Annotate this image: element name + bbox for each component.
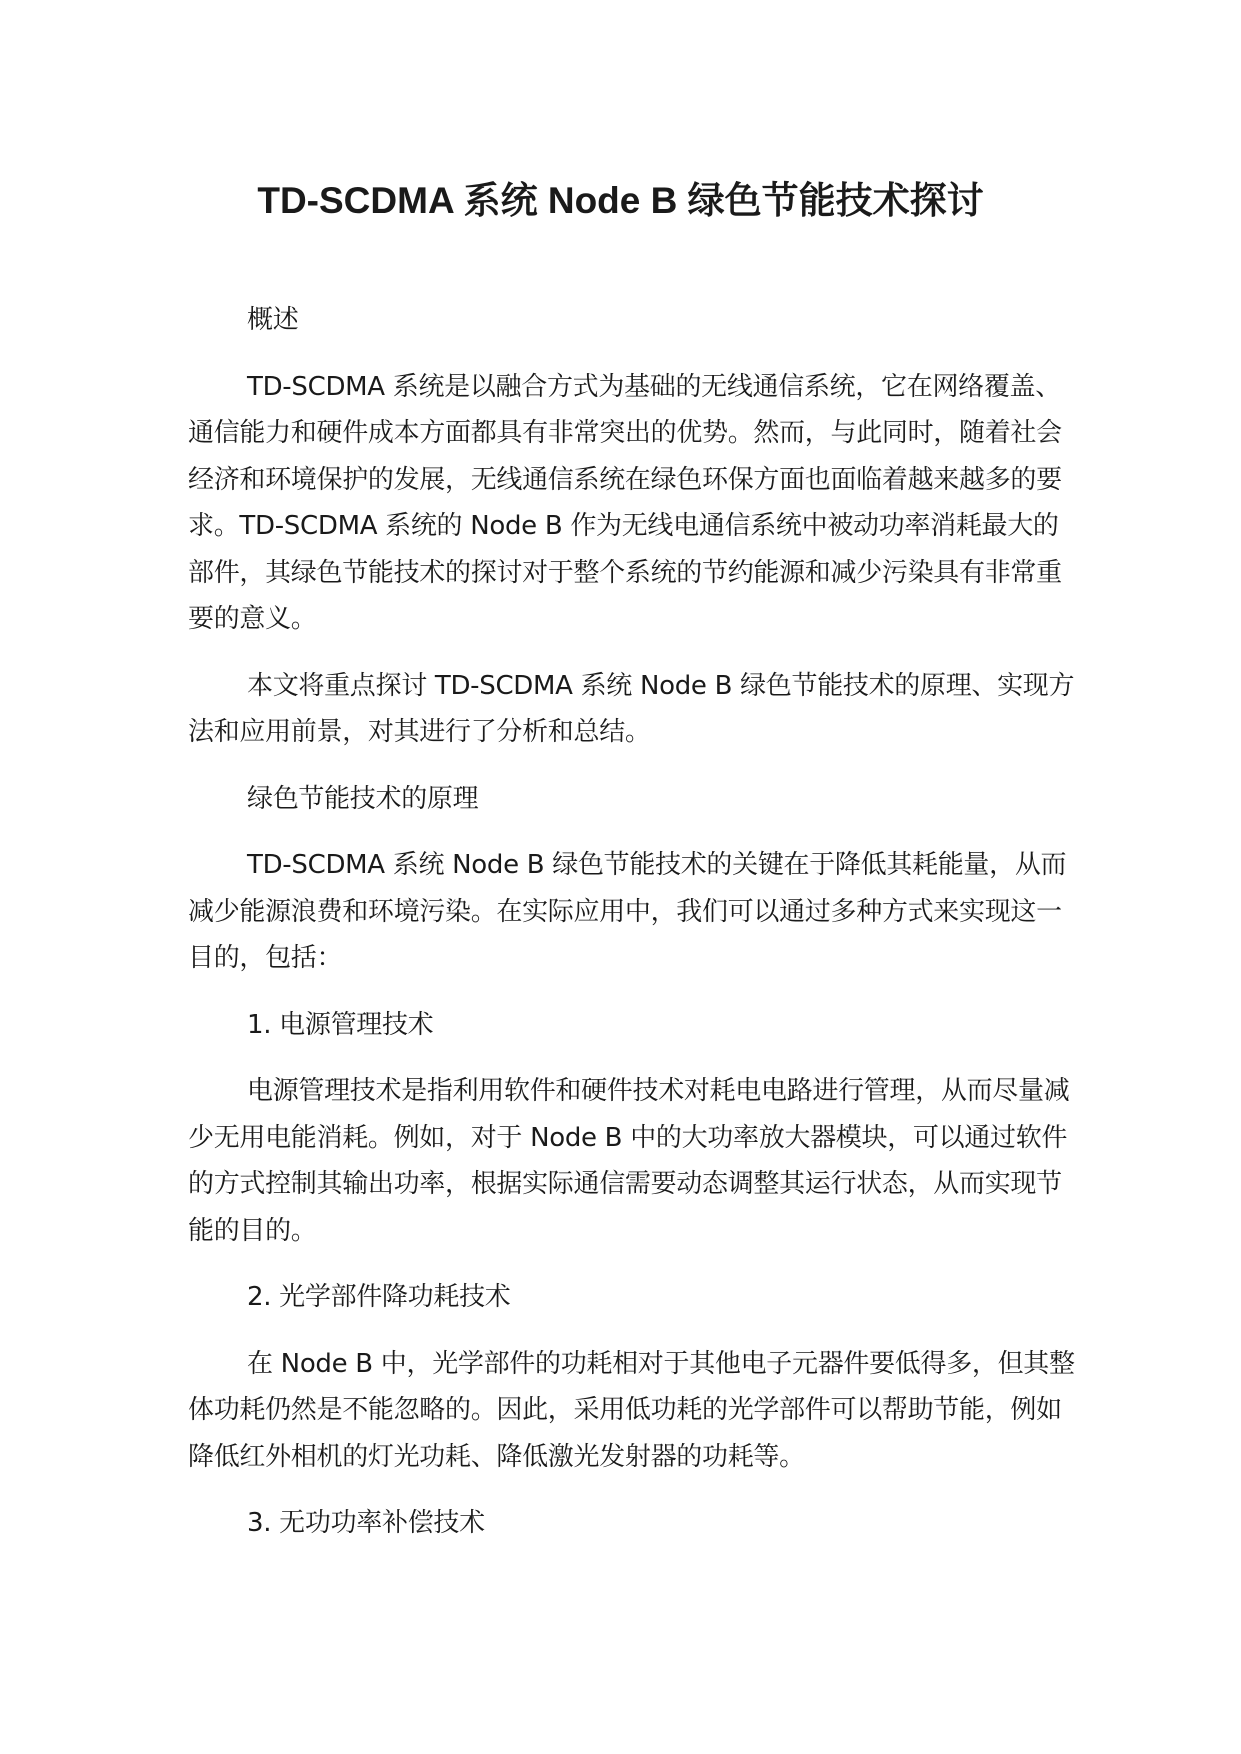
item-heading-power-management: 1. 电源管理技术: [247, 1009, 434, 1040]
paragraph-intro: TD-SCDMA 系统是以融合方式为基础的无线通信系统，它在网络覆盖、通信能力和硬件成本方面都具有非常突出的优势。然而，与此同时，随着社会经济和环境保护的发展，无线通信系统在绿色环保方面也面临着越来越多的要求。TD-SCDMA 系统的 Node B 作为无线电通信系统中被动功率消耗最大的部件，其绿色节能技术的探讨对于整个系统的节约能源和减少污染具有非常重要的意义。: [188, 371, 1062, 634]
paragraph-optical: 在 Node B 中，光学部件的功耗相对于其他电子元器件要低得多，但其整体功耗仍然是不能忽略的。因此，采用低功耗的光学部件可以帮助节能，例如降低红外相机的灯光功耗、降低激光发射器的功耗等。: [188, 1348, 1075, 1472]
item-heading-optical: 2. 光学部件降功耗技术: [247, 1282, 511, 1312]
document-title: TD-SCDMA 系统 Node B 绿色节能技术探讨: [257, 180, 984, 221]
paragraph-principle: TD-SCDMA 系统 Node B 绿色节能技术的关键在于降低其耗能量，从而减少能源浪费和环境污染。在实际应用中，我们可以通过多种方式来实现这一目的，包括：: [188, 850, 1067, 973]
document-body: [188, 297, 1080, 1567]
paragraph-scope: 本文将重点探讨 TD-SCDMA 系统 Node B 绿色节能技术的原理、实现方法和应用前景，对其进行了分析和总结。: [188, 670, 1075, 747]
item-heading-reactive-power: 3. 无功功率补偿技术: [247, 1508, 485, 1538]
section-heading-overview: 概述: [247, 305, 299, 335]
paragraph-power-management: 电源管理技术是指利用软件和硬件技术对耗电电路进行管理，从而尽量减少无用电能消耗。例如，对于 Node B 中的大功率放大器模块，可以通过软件的方式控制其输出功率，根据实际通信需要动态调整其运行状态，从而实现节能的目的。: [188, 1076, 1070, 1246]
section-heading-principle: 绿色节能技术的原理: [247, 783, 479, 814]
